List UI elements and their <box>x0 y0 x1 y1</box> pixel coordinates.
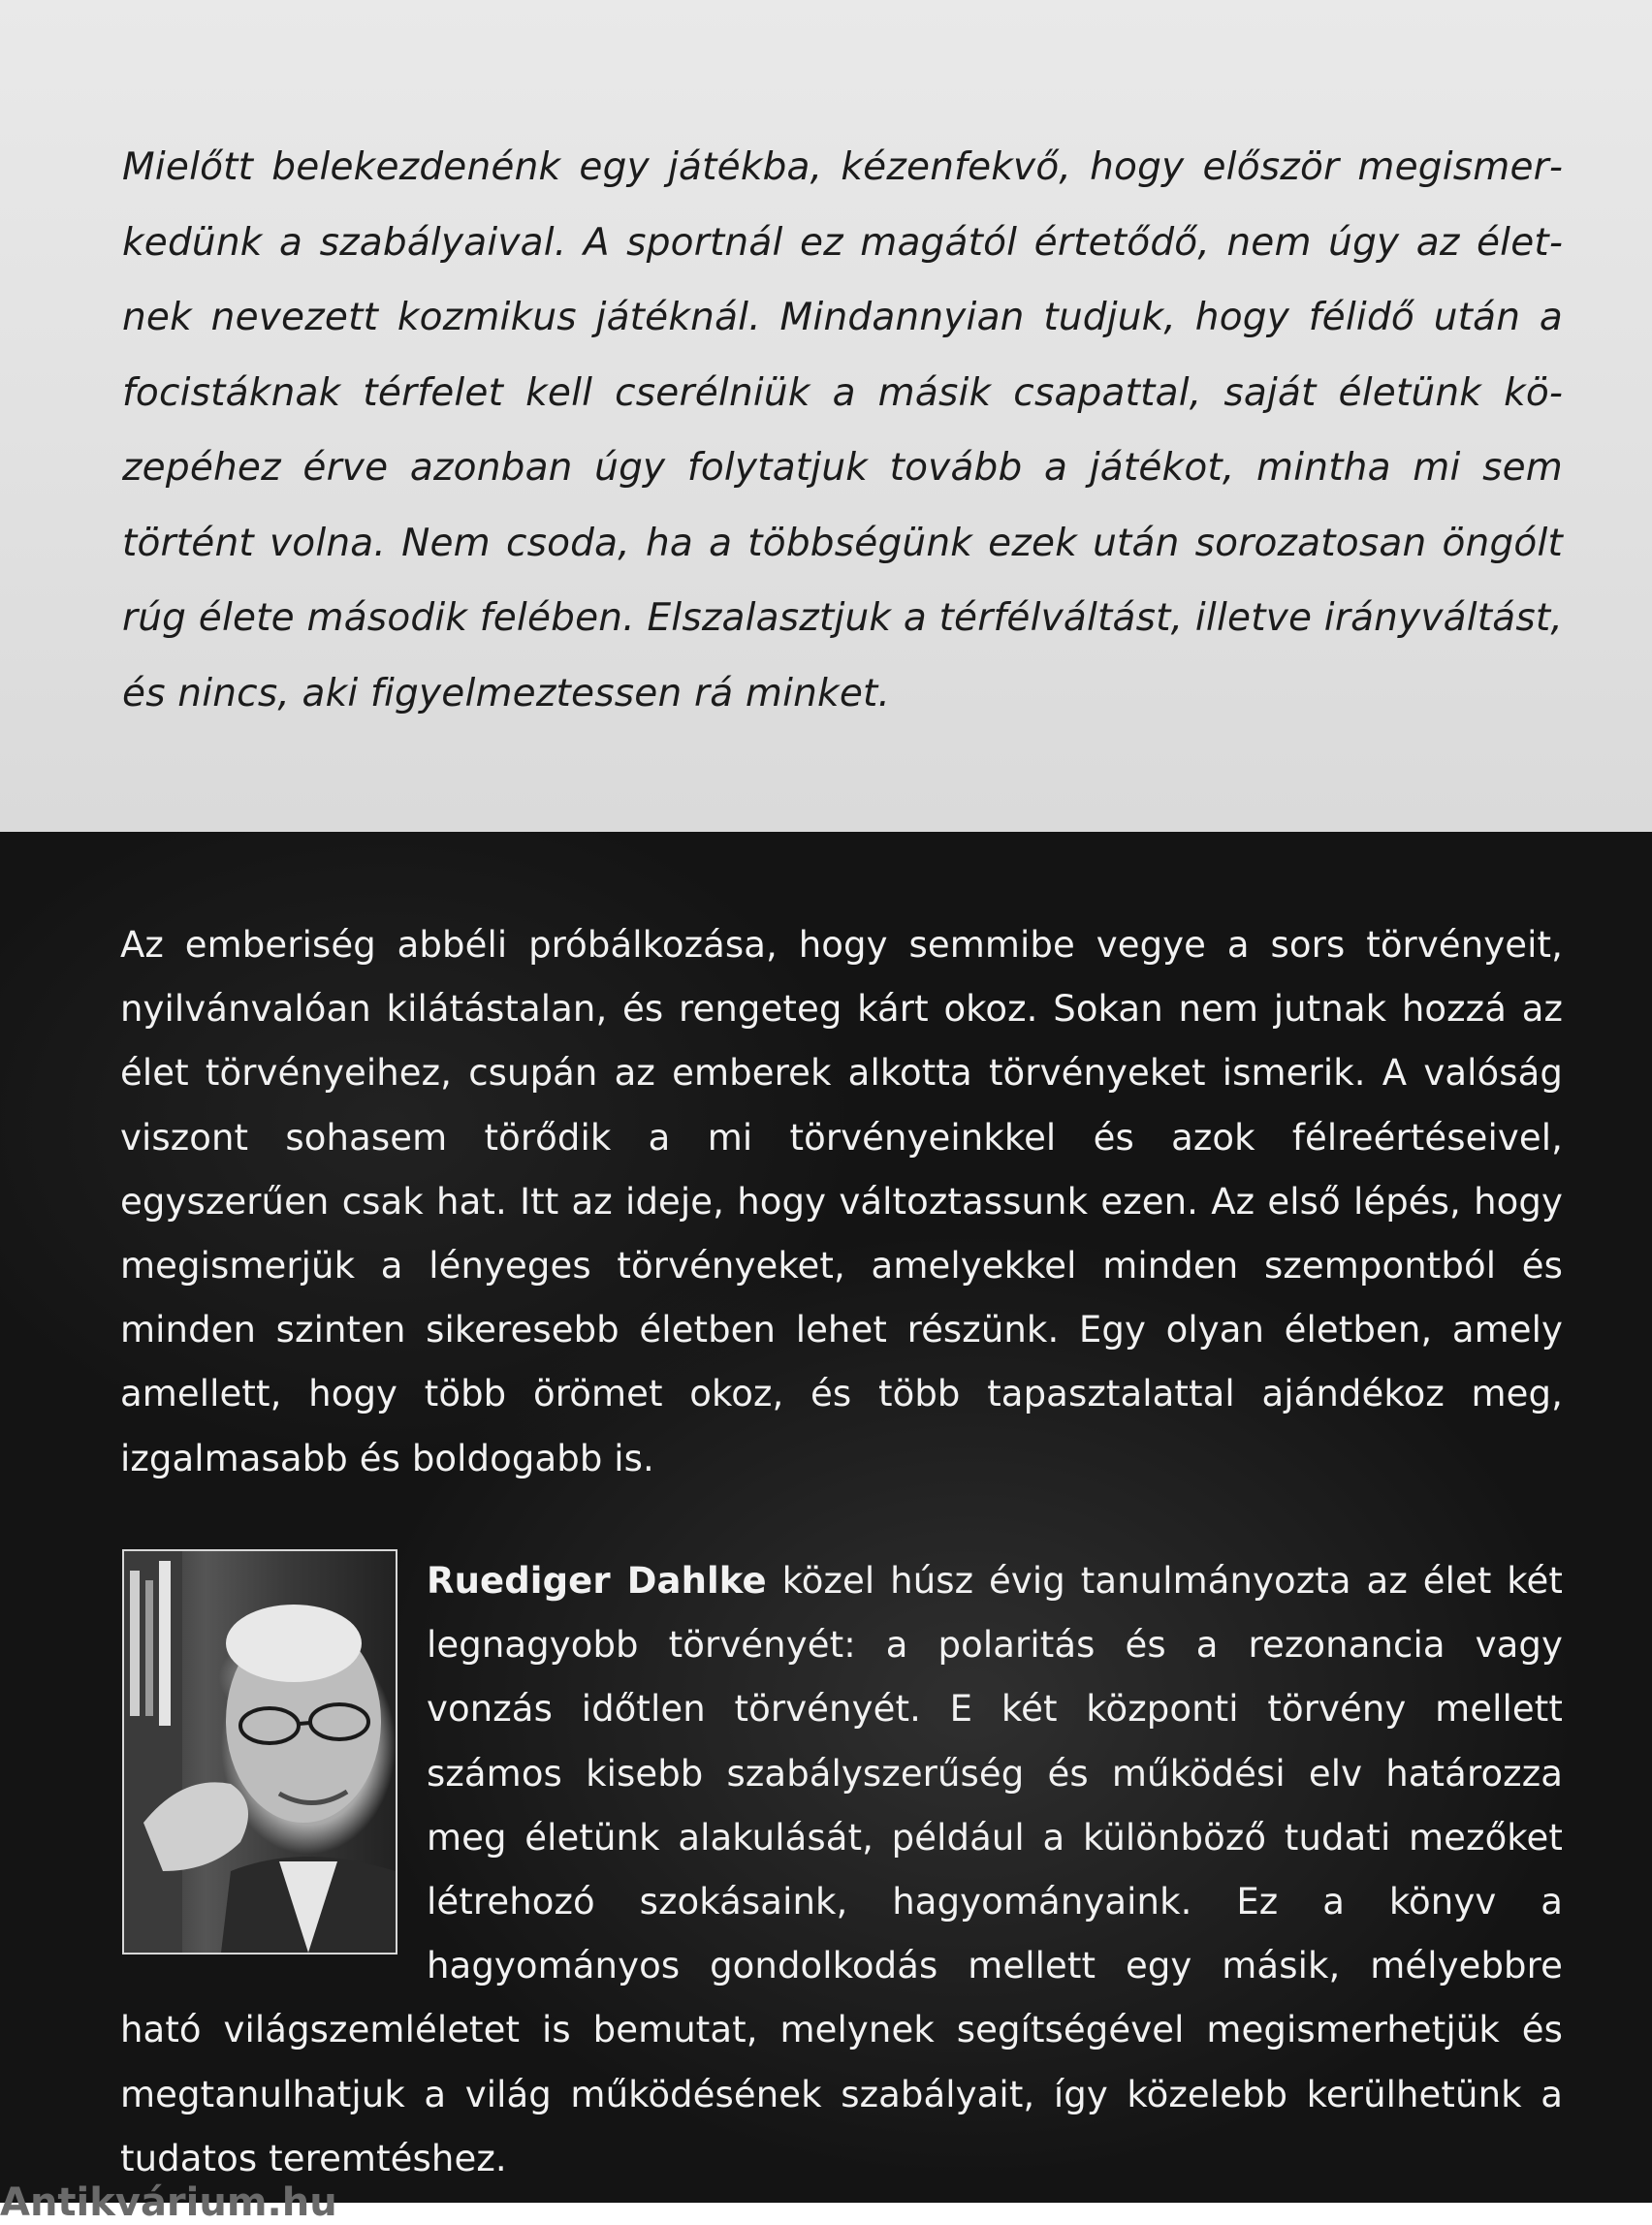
watermark: Antikvárium.hu <box>0 2180 337 2225</box>
blurb-paragraph: Mielőtt belekezdenénk egy játékba, kézenfekvő, hogy először megismerkedünk a szabályaival. A sportnál ez magától értetődő, nem úgy az életnek nevezett kozmikus játéknál. Mindannyian tudjuk, hogy félidő után a focistáknak térfelet kell cserélniük a másik csapattal, saját életünk közepéhez érve azonban úgy folytatjuk tovább a játékot, mintha mi sem történt volna. Nem csoda, ha a többségünk ezek után sorozatosan öngólt rúg élete második felében. Elszalasztjuk a térfélváltást, illetve irányváltást, és nincs, aki figyelmeztessen rá minket. <box>122 145 1563 715</box>
author-name: Ruediger Dahlke <box>427 1560 767 1602</box>
description-paragraph: Az emberiség abbéli próbálkozása, hogy semmibe vegye a sors törvényeit, nyilvánvalóan kilátástalan, és rengeteg kárt okoz. Sokan nem jutnak hozzá az élet törvényeihez, csupán az emberek alkotta törvényeket ismerik. A valóság viszont sohasem törődik a mi törvényeinkkel és azok félreértéseivel, egyszerűen csak hat. Itt az ideje, hogy változtassunk ezen. Az első lépés, hogy megismerjük a lényeges törvényeket, amelyekkel minden szempontból és minden szinten sikeresebb életben lehet részünk. Egy olyan életben, amely amellett, hogy több örömet okoz, és több tapasztalattal ajándékoz meg, izgalmasabb és boldogabb is. <box>120 924 1563 1479</box>
photo-spacer <box>120 1549 427 1966</box>
author-bio-text: közel húsz évig tanulmányozta az élet két legnagyobb törvényét: a polaritás és a rezonancia vagy vonzás időtlen törvényét. E két központi törvény mellett számos kisebb szabályszerűség és működési elv határozza meg életünk alakulását, például a különböző tudati mezőket létrehozó szokásaink, hagyományaink. Ez a könyv a hagyományos gondolkodás mellett egy másik, mélyebbre ható világszemléletet is bemutat, melynek segítségével megismerhetjük és megtanulhatjuk a világ működésének szabályait, így közelebb kerülhetünk a tudatos teremtéshez. <box>120 1560 1563 2179</box>
author-bio-paragraph <box>120 1549 1563 2191</box>
